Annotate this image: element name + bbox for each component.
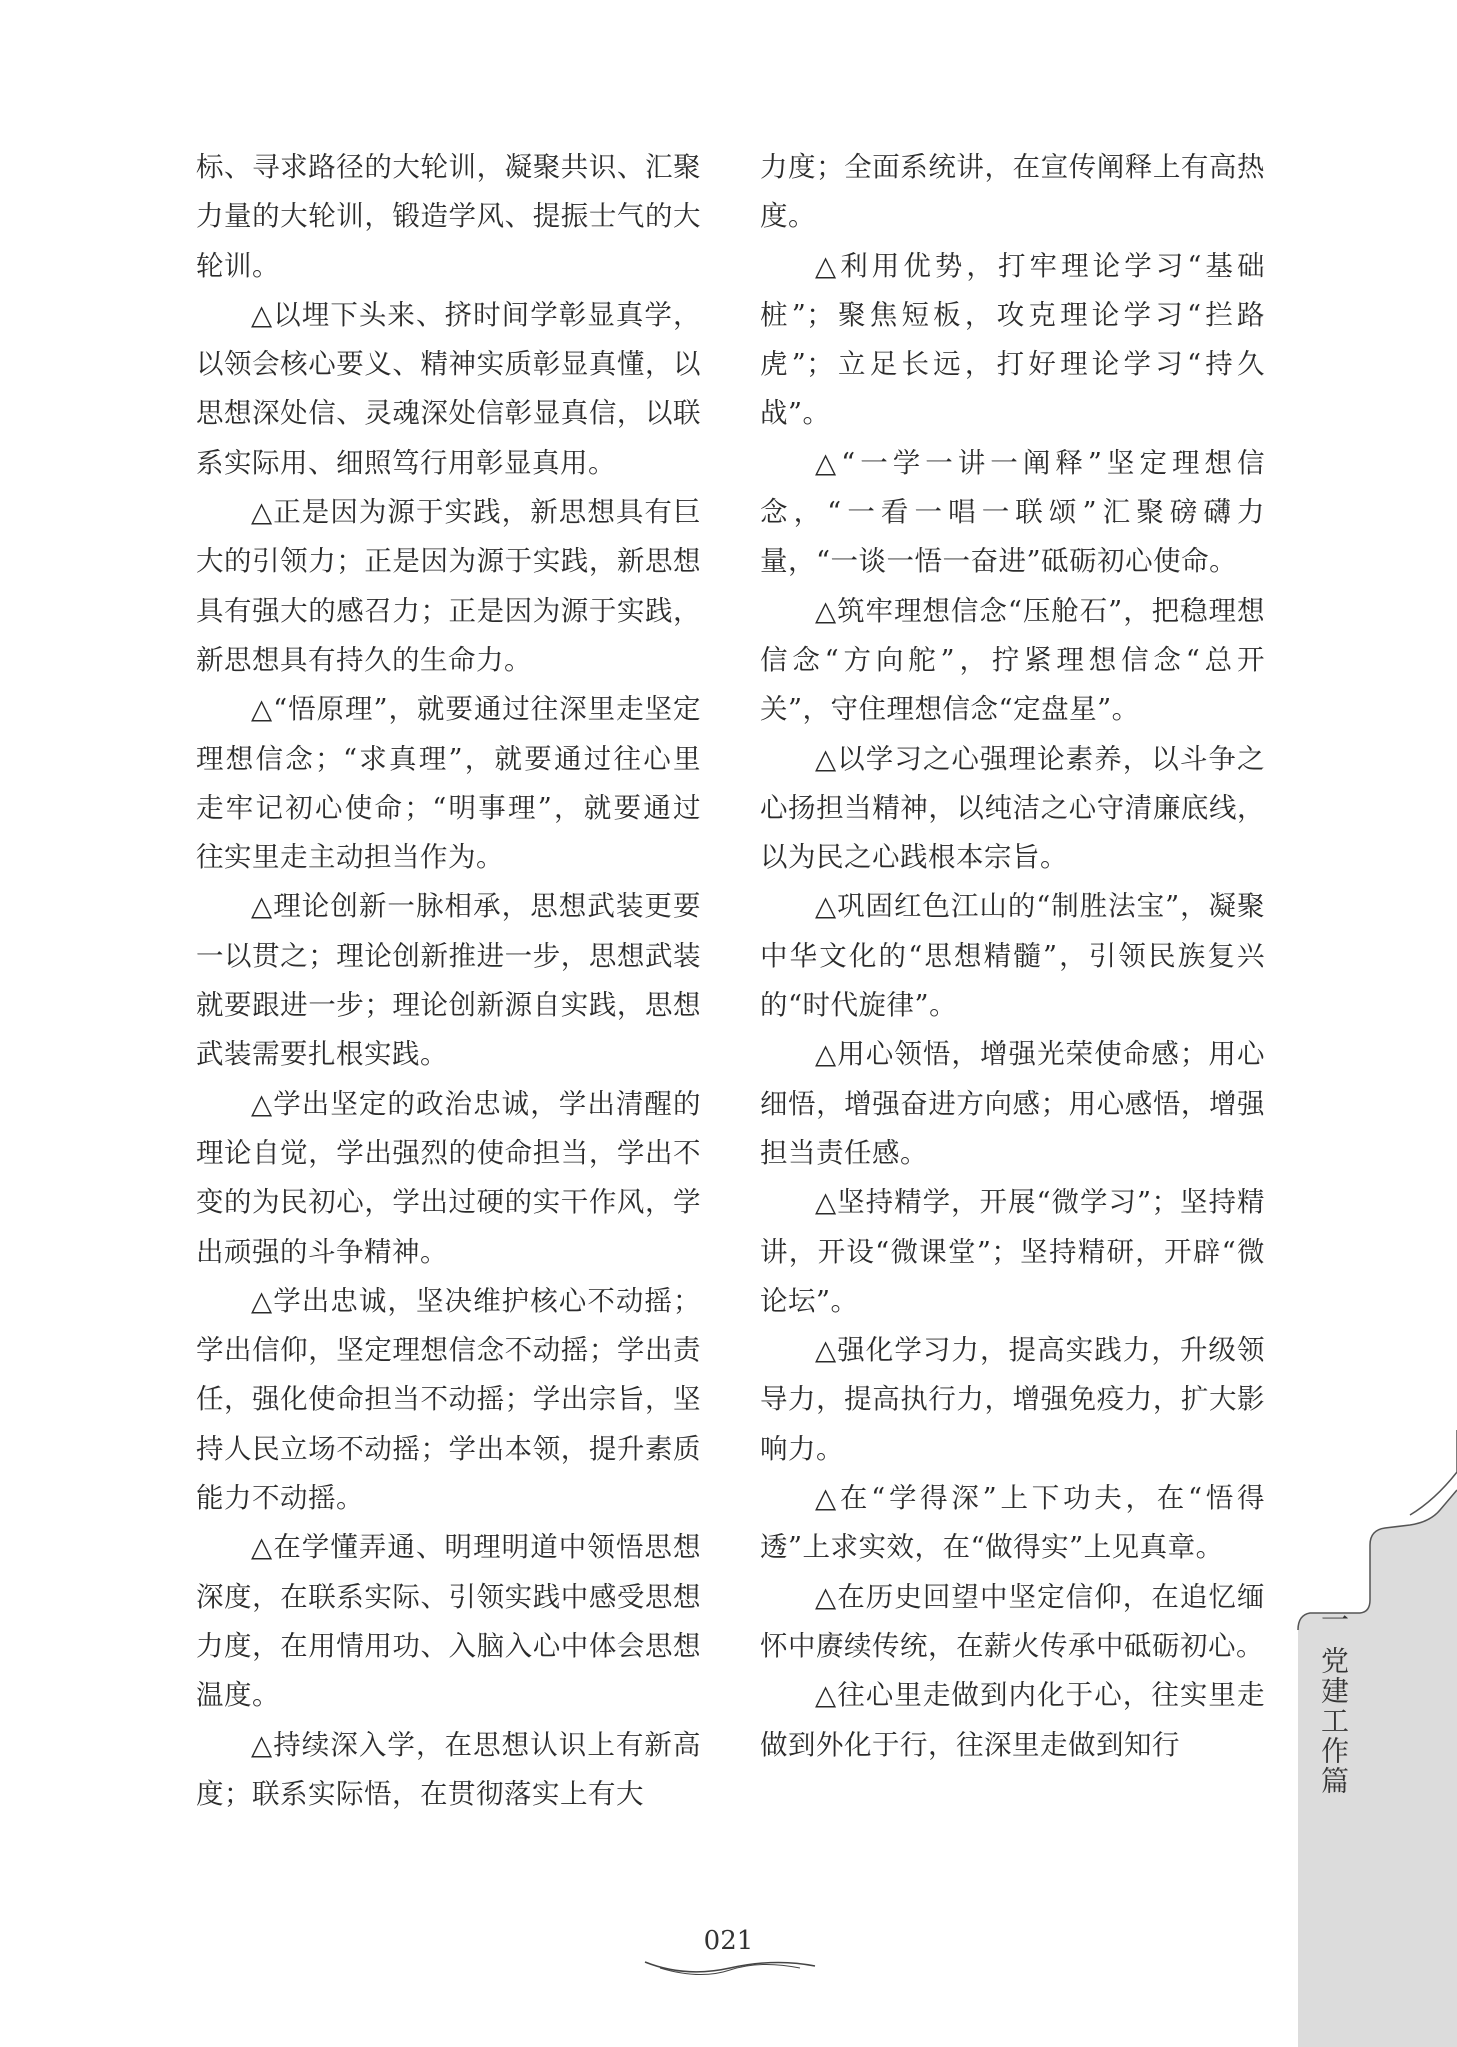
paragraph: △“悟原理”，就要通过往深里走坚定理想信念；“求真理”，就要通过往心里走牢记初心使命；“明事理”，就要通过往实里走主动担当作为。 [196, 693, 701, 874]
page-number: 021 [703, 1926, 754, 1956]
left-column [196, 143, 701, 1819]
paragraph: △利用优势，打牢理论学习“基础桩”；聚焦短板，攻克理论学习“拦路虎”；立足长远，打好理论学习“持久战”。 [760, 249, 1265, 430]
paragraph: △筑牢理想信念“压舱石”，把稳理想信念“方向舵”，拧紧理想信念“总开关”，守住理想信念“定盘星”。 [760, 594, 1265, 726]
paragraph: △理论创新一脉相承，思想武装更要一以贯之；理论创新推进一步，思想武装就要跟进一步；理论创新源自实践，思想武装需要扎根实践。 [196, 890, 701, 1071]
paragraph: 力度；全面系统讲，在宣传阐释上有高热度。 [760, 151, 1265, 233]
paragraph: △“一学一讲一阐释”坚定理想信念，“一看一唱一联颂”汇聚磅礴力量，“一谈一悟一奋进”砥砺初心使命。 [760, 446, 1265, 578]
paragraph: △在“学得深”上下功夫，在“悟得透”上求实效，在“做得实”上见真章。 [760, 1482, 1265, 1564]
paragraph: △用心领悟，增强光荣使命感；用心细悟，增强奋进方向感；用心感悟，增强担当责任感。 [760, 1038, 1265, 1169]
paragraph: △正是因为源于实践，新思想具有巨大的引领力；正是因为源于实践，新思想具有强大的感召力；正是因为源于实践，新思想具有持久的生命力。 [196, 496, 701, 676]
page-number-ornament-icon [640, 1954, 820, 1978]
paragraph: △坚持精学，开展“微学习”；坚持精讲，开设“微课堂”；坚持精研，开辟“微论坛”。 [760, 1186, 1265, 1317]
section-title: 一 党建工作篇 [1317, 1605, 1350, 1796]
paragraph: △强化学习力，提高实践力，升级领导力，提高执行力，增强免疫力，扩大影响力。 [760, 1334, 1265, 1465]
paragraph: △往心里走做到内化于心，往实里走做到外化于行，往深里走做到知行 [760, 1679, 1265, 1761]
paragraph: △在学懂弄通、明理明道中领悟思想深度，在联系实际、引领实践中感受思想力度，在用情用功、入脑入心中体会思想温度。 [196, 1531, 701, 1712]
right-column [760, 143, 1265, 1770]
paragraph: △巩固红色江山的“制胜法宝”，凝聚中华文化的“思想精髓”，引领民族复兴的“时代旋律”。 [760, 890, 1265, 1022]
paragraph: △学出忠诚，坚决维护核心不动摇；学出信仰，坚定理想信念不动摇；学出责任，强化使命担当不动摇；学出宗旨，坚持人民立场不动摇；学出本领，提升素质能力不动摇。 [196, 1284, 701, 1515]
paragraph: 标、寻求路径的大轮训，凝聚共识、汇聚力量的大轮训，锻造学风、提振士气的大轮训。 [196, 151, 701, 282]
paragraph: △以学习之心强理论素养，以斗争之心扬担当精神，以纯洁之心守清廉底线，以为民之心践根本宗旨。 [760, 742, 1265, 874]
paragraph: △在历史回望中坚定信仰，在追忆缅怀中赓续传统，在薪火传承中砥砺初心。 [760, 1580, 1265, 1662]
paragraph: △持续深入学，在思想认识上有新高度；联系实际悟，在贯彻落实上有大 [196, 1728, 701, 1810]
paragraph: △学出坚定的政治忠诚，学出清醒的理论自觉，学出强烈的使命担当，学出不变的为民初心，学出过硬的实干作风，学出顽强的斗争精神。 [196, 1087, 701, 1268]
paragraph: △以埋下头来、挤时间学彰显真学，以领会核心要义、精神实质彰显真懂，以思想深处信、灵魂深处信彰显真信，以联系实际用、细照笃行用彰显真用。 [196, 298, 701, 479]
